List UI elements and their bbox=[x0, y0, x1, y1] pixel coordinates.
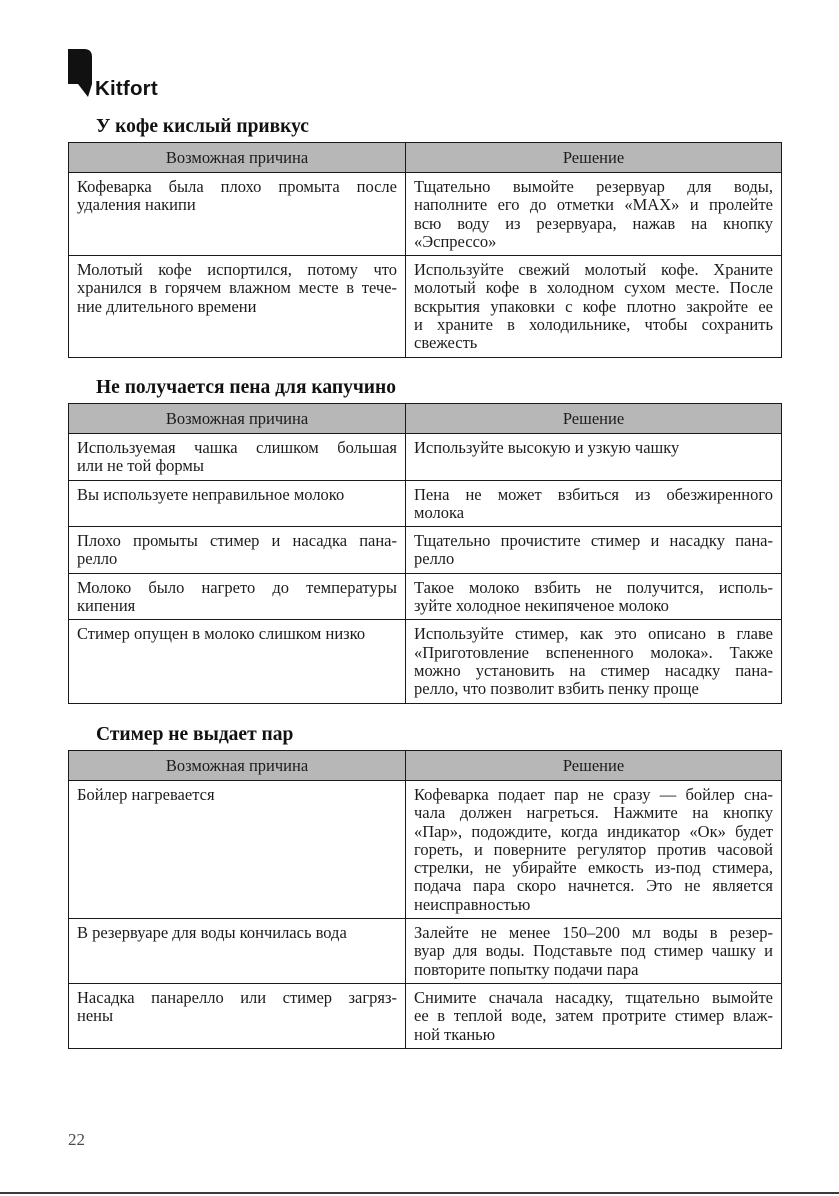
text-line: и храните в холодильнике, чтобы сохранить bbox=[414, 315, 773, 335]
text-line: повторите попытку подачи пара bbox=[414, 959, 639, 979]
section-title: У кофе кислый привкус bbox=[96, 116, 309, 137]
text-line: Плохо промыты стимер и насадка пана- bbox=[77, 531, 397, 551]
cause-cell bbox=[69, 256, 406, 357]
text-line: Используйте свежий молотый кофе. Храните bbox=[414, 260, 773, 280]
text-line: гореть, и поверните регулятор против часовой bbox=[414, 839, 773, 859]
table-row bbox=[69, 527, 782, 574]
text-line: кипения bbox=[77, 596, 136, 616]
table-header bbox=[69, 404, 782, 434]
logo-mark-shape bbox=[68, 49, 92, 97]
text-line: Тщательно прочистите стимер и насадку пана- bbox=[414, 531, 773, 551]
text-line: Используйте высокую и узкую чашку bbox=[414, 438, 680, 457]
text-line: стрелки, не убирайте емкость из-под стимера, bbox=[414, 858, 773, 878]
table-row bbox=[69, 256, 782, 357]
text-line: наполните его до отметки «MAX» и пролейте bbox=[414, 195, 773, 215]
header-row bbox=[69, 143, 782, 173]
table-row bbox=[69, 573, 782, 620]
text-line: вуар для воды. Подставьте под стимер чашку и bbox=[414, 941, 773, 961]
table-row bbox=[69, 620, 782, 703]
troubleshooting-table bbox=[68, 142, 782, 358]
solution-cell bbox=[406, 173, 782, 256]
text-line: Залейте не менее 150–200 мл воды в резер- bbox=[414, 923, 773, 943]
logo-text: Kitfort bbox=[95, 77, 158, 100]
cause-cell bbox=[69, 173, 406, 256]
text-line: Тщательно вымойте резервуар для воды, bbox=[414, 177, 773, 196]
table-header bbox=[69, 143, 782, 173]
text-line: «Эспрессо» bbox=[414, 231, 497, 251]
solution-cell bbox=[406, 620, 782, 703]
solution-cell bbox=[406, 434, 782, 481]
text-line: Насадка панарелло или стимер загряз- bbox=[77, 987, 397, 1007]
page-number: 22 bbox=[68, 1130, 85, 1149]
text-line: Кофеварка была плохо промыта после bbox=[77, 177, 397, 196]
text-line: Используйте стимер, как это описано в главе bbox=[414, 624, 773, 644]
solution-cell bbox=[406, 573, 782, 620]
solution-cell bbox=[406, 256, 782, 357]
header-row bbox=[69, 404, 782, 434]
text-line: подача пара скоро начнется. Это не является bbox=[414, 876, 773, 896]
text-line: Пена не может взбиться из обезжиренного bbox=[414, 484, 773, 504]
text-line: Кофеварка подает пар не сразу — бойлер сна- bbox=[414, 785, 773, 804]
cause-cell bbox=[69, 434, 406, 481]
cause-cell bbox=[69, 620, 406, 703]
text-line: ной тканью bbox=[414, 1024, 496, 1044]
text-line: Молоко было нагрето до температуры bbox=[77, 577, 397, 597]
solution-cell bbox=[406, 527, 782, 574]
header-row bbox=[69, 751, 782, 781]
text-line: Вы используете неправильное молоко bbox=[77, 484, 345, 504]
table-row bbox=[69, 919, 782, 984]
table-body bbox=[69, 781, 782, 1049]
text-line: релло bbox=[414, 549, 455, 569]
text-line: молотый кофе в холодном сухом месте. После bbox=[414, 278, 773, 298]
text-line: неисправностью bbox=[414, 894, 531, 914]
section-title: Не получается пена для капучино bbox=[96, 377, 397, 398]
column-header-solution: Решение bbox=[406, 751, 782, 781]
solution-cell bbox=[406, 480, 782, 527]
table-row bbox=[69, 434, 782, 481]
column-header-solution: Решение bbox=[406, 143, 782, 173]
solution-cell bbox=[406, 919, 782, 984]
text-line: нены bbox=[77, 1006, 114, 1026]
table-row bbox=[69, 781, 782, 919]
column-header-cause: Возможная причина bbox=[69, 143, 406, 173]
solution-cell bbox=[406, 781, 782, 919]
column-header-solution: Решение bbox=[406, 404, 782, 434]
text-line: молока bbox=[414, 502, 465, 522]
table-row bbox=[69, 480, 782, 527]
troubleshooting-table bbox=[68, 403, 782, 704]
text-line: релло bbox=[77, 549, 118, 569]
text-line: Используемая чашка слишком большая bbox=[77, 438, 397, 457]
text-line: Снимите сначала насадку, тщательно вымойте bbox=[414, 987, 773, 1007]
table-row bbox=[69, 173, 782, 256]
table-row bbox=[69, 983, 782, 1048]
cause-cell bbox=[69, 983, 406, 1048]
text-line: чала должен нагреться. Нажмите на кнопку bbox=[414, 803, 773, 823]
cause-cell bbox=[69, 527, 406, 574]
text-line: Такое молоко взбить не получится, исполь- bbox=[414, 577, 773, 597]
text-line: зуйте холодное некипяченое молоко bbox=[414, 596, 669, 616]
text-line: всю воду из резервуара, нажав на кнопку bbox=[414, 213, 773, 233]
page-bottom-rule bbox=[0, 1192, 839, 1194]
text-line: ее в теплой воде, затем протрите стимер влаж- bbox=[414, 1006, 773, 1026]
cause-cell bbox=[69, 573, 406, 620]
table-body bbox=[69, 173, 782, 358]
column-header-cause: Возможная причина bbox=[69, 404, 406, 434]
text-line: «Приготовление вспененного молока». Также bbox=[414, 642, 773, 662]
cause-cell bbox=[69, 781, 406, 919]
text-line: хранился в горячем влажном месте в тече- bbox=[77, 278, 397, 298]
text-line: вскрытия упаковки с кофе плотно закройте ее bbox=[414, 296, 773, 316]
text-line: В резервуаре для воды кончилась вода bbox=[77, 923, 347, 943]
text-line: релло, что позволит взбить пенку проще bbox=[414, 679, 699, 699]
solution-cell bbox=[406, 983, 782, 1048]
table-body bbox=[69, 434, 782, 704]
troubleshooting-table bbox=[68, 750, 782, 1049]
text-line: «Пар», подождите, когда индикатор «Ок» будет bbox=[414, 821, 773, 841]
text-line: можно установить на стимер насадку пана- bbox=[414, 660, 773, 680]
text-line: Стимер опущен в молоко слишком низко bbox=[77, 624, 366, 644]
text-line: Молотый кофе испортился, потому что bbox=[77, 260, 397, 280]
text-line: Бойлер нагревается bbox=[77, 785, 215, 804]
text-line: свежесть bbox=[414, 333, 478, 353]
text-line: или не той формы bbox=[77, 456, 204, 476]
table-header bbox=[69, 751, 782, 781]
cause-cell bbox=[69, 919, 406, 984]
cause-cell bbox=[69, 480, 406, 527]
text-line: ние длительного времени bbox=[77, 296, 257, 316]
text-line: удаления накипи bbox=[77, 195, 196, 215]
section-title: Стимер не выдает пар bbox=[96, 724, 294, 745]
column-header-cause: Возможная причина bbox=[69, 751, 406, 781]
kitfort-logo-mark-icon bbox=[66, 46, 94, 100]
